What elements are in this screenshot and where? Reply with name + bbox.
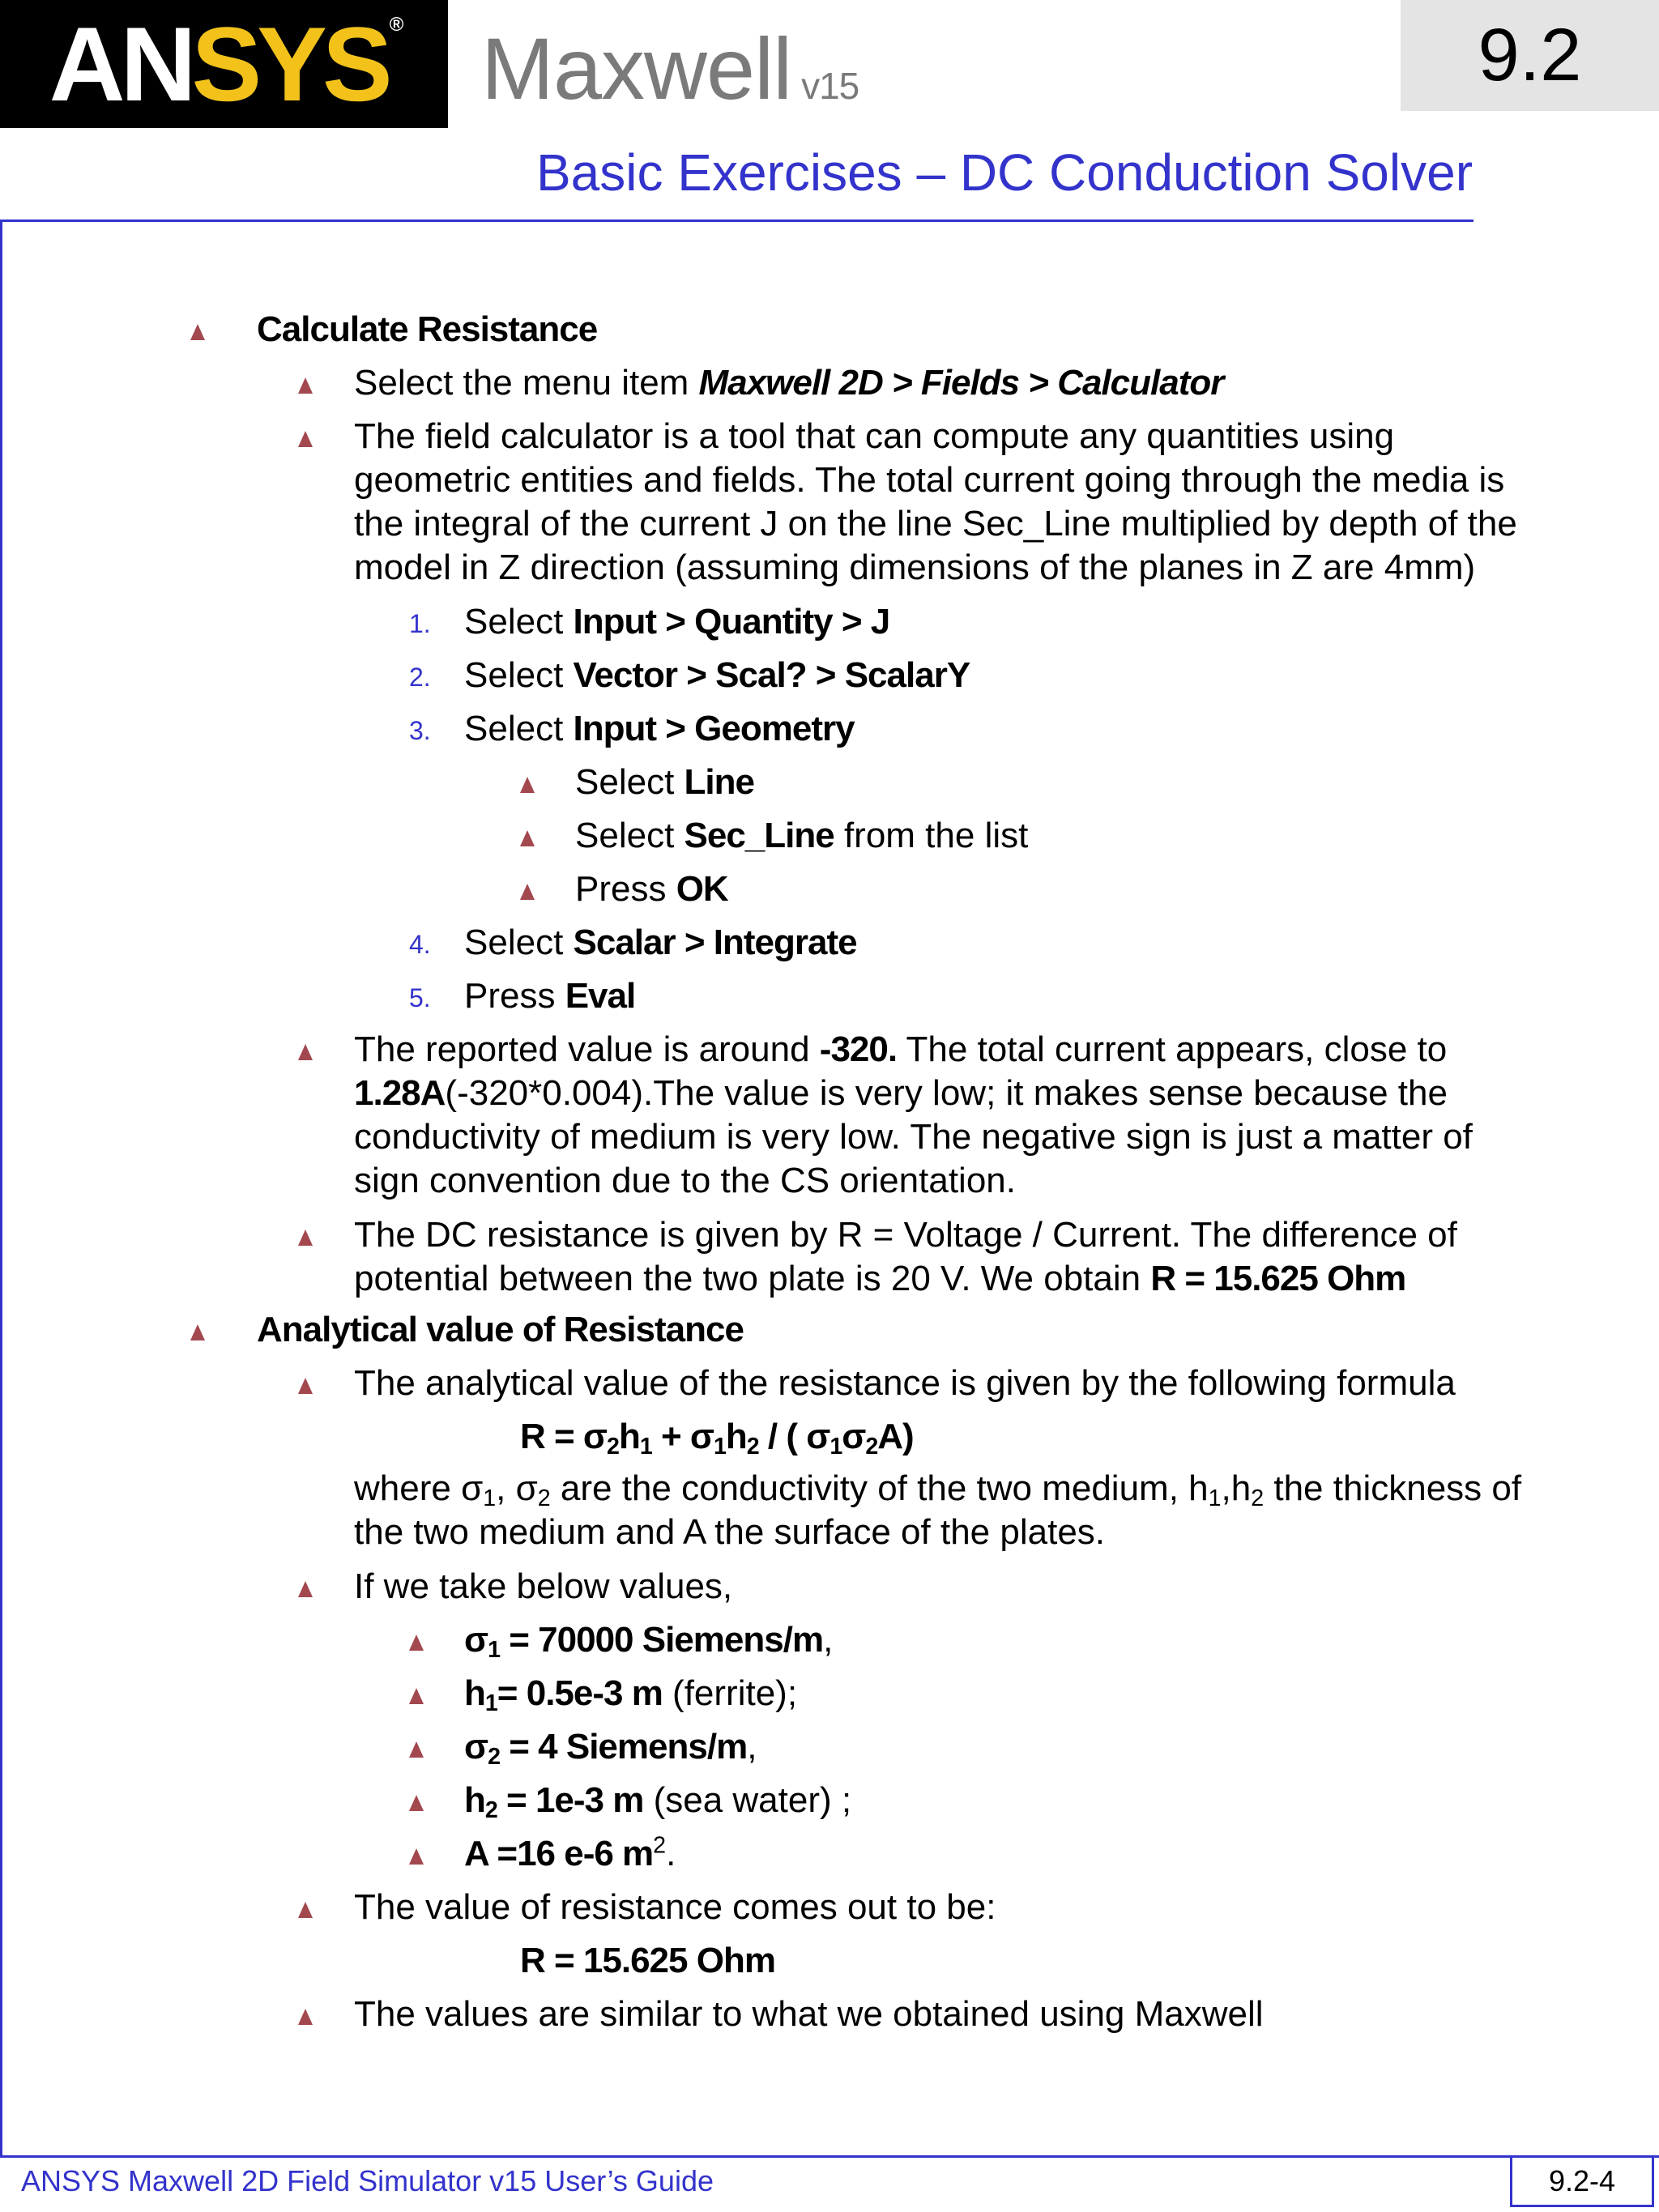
resistance-formula: $R = \sigma_2h_1 + \sigma_1h_2$ / ( $\sigma_1\sigma_2A$): [520, 1417, 914, 1460]
value-area: A =16 e-6 $m^2$.: [464, 1832, 676, 1873]
menu-instruction-prefix: Select the menu item: [354, 363, 699, 403]
paragraph-line: If we take below values,: [354, 1566, 733, 1606]
paragraph-line: [354, 1072, 1448, 1115]
heading-calculate-resistance: Calculate Resistance: [257, 309, 598, 349]
current-value: 1.28A: [354, 1073, 446, 1113]
step-prefix: Select: [464, 602, 574, 641]
bullet-icon: [409, 1688, 424, 1704]
bullet-icon: [298, 1378, 313, 1394]
bullet-icon: [298, 1581, 313, 1597]
footer-page-number: 9.2-4: [1510, 2155, 1654, 2207]
step-number: 5.: [409, 983, 431, 1012]
bullet-icon: [520, 884, 535, 900]
bullet-icon: [298, 1902, 313, 1918]
step-item: [464, 654, 970, 697]
bullet-icon: [190, 1324, 205, 1340]
paragraph-line: [354, 1257, 1405, 1301]
step-number: 2.: [409, 663, 431, 692]
sub-step-command: Line: [684, 762, 754, 802]
paragraph-line: The analytical value of the resistance is given by the following formula: [354, 1363, 1456, 1403]
bullet-icon: [298, 2009, 313, 2025]
step-command: Input > Geometry: [573, 709, 855, 748]
product-name: [481, 18, 859, 119]
product-version: v15: [801, 65, 859, 107]
step-number: 1.: [409, 609, 431, 638]
step-command: Eval: [565, 976, 636, 1016]
paragraph-line: The values are similar to what we obtained using Maxwell: [354, 1994, 1264, 2034]
bullet-icon: [298, 1044, 313, 1060]
heading-analytical-value: Analytical value of Resistance: [257, 1310, 744, 1349]
step-item: [464, 921, 857, 965]
bullet-icon: [520, 777, 535, 793]
sub-step-prefix: Select: [575, 816, 684, 855]
step-prefix: Select: [464, 655, 574, 695]
step-prefix: Select: [464, 709, 574, 748]
sub-step-prefix: Press: [575, 869, 676, 909]
sub-step-prefix: Select: [575, 762, 684, 802]
text-run: (-320*0.004).The value is very low; it makes sense because the: [445, 1073, 1448, 1113]
ansys-logo: [0, 0, 448, 128]
footer-divider: [0, 2155, 1659, 2158]
step-command: Scalar > Integrate: [573, 923, 857, 962]
logo-text-sys: SYS: [191, 5, 388, 123]
text-run: potential between the two plate is 20 V. We obtain: [354, 1259, 1151, 1298]
resistance-result: R = 15.625 Ohm: [1150, 1259, 1406, 1298]
step-item: [464, 707, 855, 751]
page-subtitle: Basic Exercises – DC Conduction Solver: [535, 143, 1473, 202]
bullet-icon: [298, 1230, 313, 1246]
section-number: 9.2: [1401, 0, 1659, 111]
text-run: The total current appears, close to: [897, 1029, 1448, 1069]
paragraph-line: The field calculator is a tool that can compute any quantities using: [354, 416, 1395, 456]
sub-step-command: OK: [676, 869, 728, 909]
value-h1: $h_1= 0.5e-3$ m (ferrite);: [464, 1673, 798, 1717]
text-run: The reported value is around: [354, 1029, 820, 1069]
bullet-icon: [409, 1848, 424, 1865]
step-number: 4.: [409, 930, 431, 959]
analytical-result: R = 15.625 Ohm: [520, 1941, 775, 1980]
value-sigma1: $\sigma_1 = 70000$ Siemens/m,: [464, 1620, 834, 1664]
paragraph-line: model in Z direction (assuming dimensions of the planes in Z are 4mm): [354, 548, 1476, 587]
paragraph-line: the two medium and A the surface of the plates.: [354, 1512, 1106, 1552]
value-h2: $h_2 = 1e-3$ m (sea water) ;: [464, 1780, 852, 1824]
step-item: [464, 600, 889, 644]
bullet-icon: [409, 1634, 424, 1651]
footer-guide-title: ANSYS Maxwell 2D Field Simulator v15 User’s Guide: [21, 2164, 714, 2197]
step-command: Vector > Scal? > ScalarY: [573, 655, 970, 695]
bullet-icon: [298, 377, 313, 394]
step-command: Input > Quantity > J: [573, 602, 890, 641]
paragraph-line: [354, 1028, 1447, 1072]
step-number: 3.: [409, 716, 431, 745]
bullet-icon: [520, 830, 535, 846]
bullet-icon: [298, 431, 313, 447]
paragraph-line: conductivity of medium is very low. The negative sign is just a matter of: [354, 1117, 1473, 1157]
logo-registered-mark: ®: [389, 14, 399, 36]
step-item: [464, 974, 635, 1018]
paragraph-line: geometric entities and fields. The total current going through the media is: [354, 460, 1505, 500]
logo-text-an: AN: [49, 5, 192, 123]
bullet-icon: [409, 1795, 424, 1811]
bullet-icon: [190, 324, 205, 340]
sub-step-suffix: from the list: [834, 816, 1029, 855]
paragraph-line: where $\sigma_1$, $\sigma_2$ are the conductivity of the two medium, $h_1,h_2$ the thickness of: [354, 1468, 1522, 1512]
paragraph-line: the integral of the current J on the line Sec_Line multiplied by depth of the: [354, 504, 1517, 543]
paragraph-line: The value of resistance comes out to be:: [354, 1887, 996, 1927]
step-prefix: Select: [464, 923, 574, 962]
menu-instruction: [354, 361, 1223, 405]
bullet-icon: [409, 1741, 424, 1758]
paragraph-line: The DC resistance is given by R = Voltage / Current. The difference of: [354, 1215, 1457, 1255]
sub-step-item: [575, 867, 728, 911]
sub-step-command: Sec_Line: [684, 816, 834, 855]
sub-step-item: [575, 814, 1028, 858]
product-title: Maxwell: [481, 19, 792, 117]
sub-step-item: [575, 761, 754, 804]
value-sigma2: $\sigma_2 = 4$ Siemens/m,: [464, 1727, 757, 1771]
reported-value: -320.: [819, 1029, 898, 1069]
paragraph-line: sign convention due to the CS orientation.: [354, 1161, 1016, 1200]
step-prefix: Press: [464, 976, 565, 1016]
menu-path: Maxwell 2D > Fields > Calculator: [698, 363, 1224, 403]
